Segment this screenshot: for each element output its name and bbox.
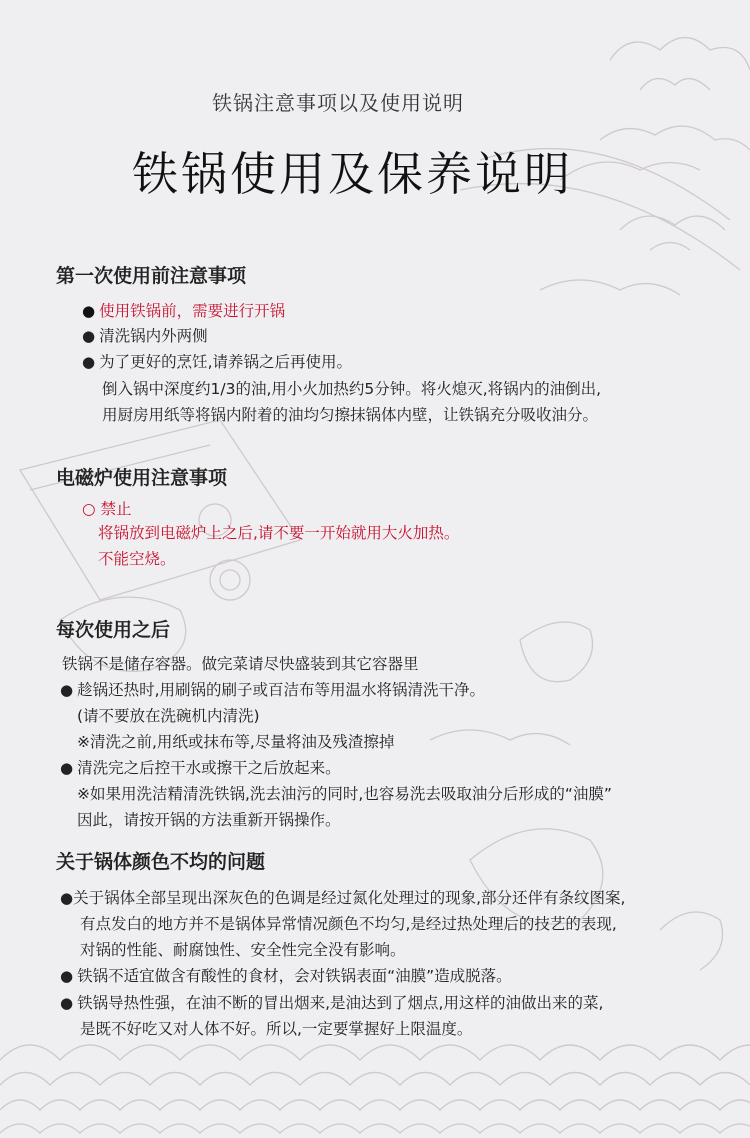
detail-line: 是既不好吃又对人体不好。所以,一定要掌握好上限温度。 — [80, 1020, 473, 1038]
bullet-icon: ● — [60, 681, 74, 699]
item-text: 清洗锅内外两侧 — [99, 327, 208, 345]
warning-line: 不能空烧。 — [98, 550, 176, 568]
list-item — [60, 886, 625, 908]
detail-line: 有点发白的地方并不是锅体异常情况颜色不均匀,是经过热处理后的技艺的表现, — [80, 915, 617, 933]
note-line: 因此，请按开锅的方法重新开锅操作。 — [77, 811, 341, 829]
circle-icon: ○ — [82, 500, 96, 518]
list-item — [82, 350, 352, 372]
section-heading-first-use: 第一次使用前注意事项 — [56, 265, 247, 287]
item-text: 使用铁锅前，需要进行开锅 — [99, 302, 286, 320]
note-line: ※清洗之前,用纸或抹布等,尽量将油及残渣擦掉 — [77, 733, 395, 751]
detail-line: 倒入锅中深度约1/3的油,用小火加热约5分钟。将火熄灭,将锅内的油倒出, — [102, 380, 602, 398]
page-subtitle: 铁锅注意事项以及使用说明 — [212, 91, 464, 115]
page-title: 铁锅使用及保养说明 — [132, 147, 573, 201]
detail-line: 对锅的性能、耐腐蚀性、安全性完全没有影响。 — [80, 941, 406, 959]
section-heading-color: 关于锅体颜色不均的问题 — [56, 851, 266, 873]
list-item — [60, 964, 512, 986]
bullet-icon: ● — [60, 967, 74, 985]
warning-line: 将锅放到电磁炉上之后,请不要一开始就用大火加热。 — [98, 524, 460, 542]
wave-pattern — [0, 1045, 750, 1060]
note-line: (请不要放在洗碗机内清洗) — [77, 707, 260, 725]
bullet-icon: ● — [82, 302, 96, 320]
item-text: 清洗完之后控干水或擦干之后放起来。 — [77, 759, 341, 777]
section-heading-after-use: 每次使用之后 — [56, 619, 171, 641]
list-item — [82, 299, 285, 321]
cloud-pattern — [610, 38, 750, 71]
item-text: 关于锅体全部呈现出深灰色的色调是经过氮化处理过的现象,部分还伴有条纹图案, — [73, 889, 626, 907]
forbid-text: 禁止 — [100, 500, 132, 518]
detail-line: 用厨房用纸等将锅内附着的油均匀擦抹锅体内壁，让铁锅充分吸收油分。 — [102, 406, 599, 424]
note-line: ※如果用洗洁精清洗铁锅,洗去油污的同时,也容易洗去吸取油分后形成的“油膜” — [77, 785, 612, 803]
bullet-icon: ● — [82, 353, 96, 371]
item-text: 趁锅还热时,用刷锅的刷子或百洁布等用温水将锅清洗干净。 — [77, 681, 486, 699]
intro-line: 铁锅不是储存容器。做完菜请尽快盛装到其它容器里 — [62, 655, 419, 673]
bullet-icon: ● — [82, 327, 96, 345]
list-item — [60, 991, 603, 1013]
item-text: 铁锅导热性强，在油不断的冒出烟来,是油达到了烟点,用这样的油做出来的菜, — [77, 994, 604, 1012]
forbid-label — [82, 497, 131, 519]
item-text: 铁锅不适宜做含有酸性的食材，会对铁锅表面“油膜”造成脱落。 — [77, 967, 512, 985]
sushi-sketch — [20, 420, 300, 600]
list-item — [60, 678, 485, 700]
list-item — [60, 756, 341, 778]
list-item — [82, 324, 208, 346]
bullet-icon: ● — [60, 759, 74, 777]
section-heading-induction: 电磁炉使用注意事项 — [56, 467, 228, 489]
item-text: 为了更好的烹饪,请养锅之后再使用。 — [99, 353, 353, 371]
bullet-icon: ● — [60, 994, 74, 1012]
bullet-icon: ● — [60, 889, 74, 907]
